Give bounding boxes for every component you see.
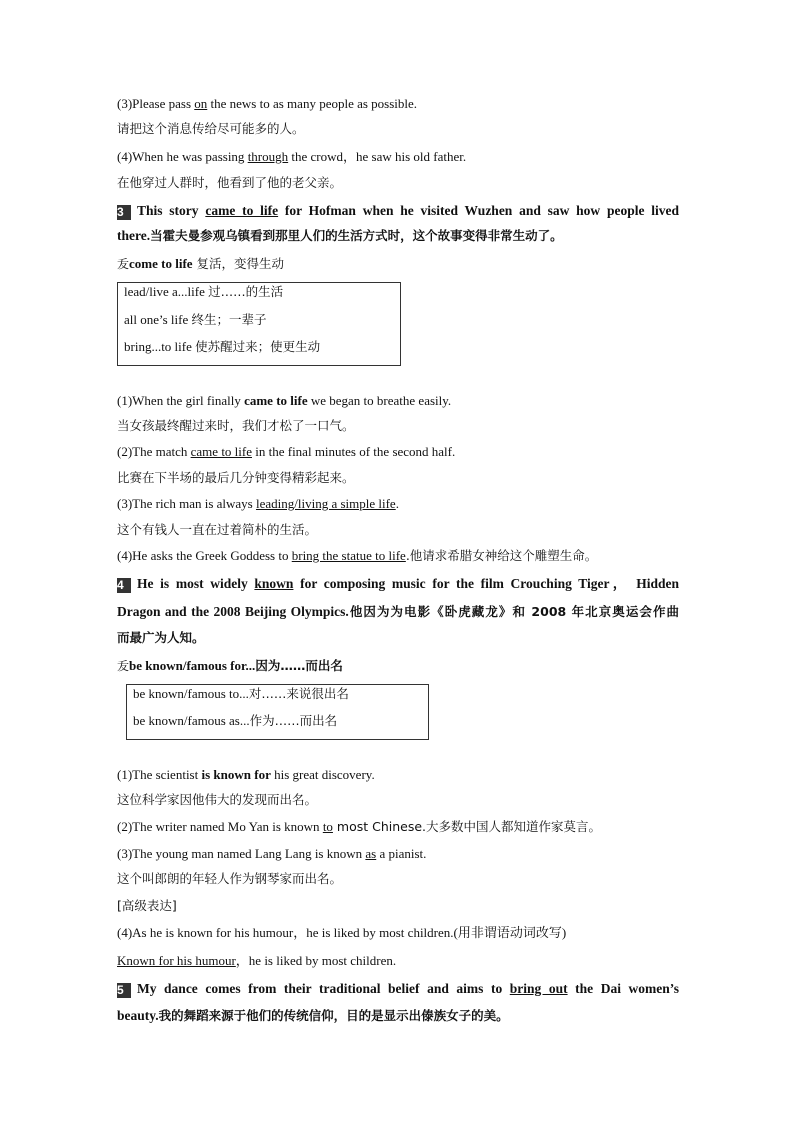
advanced-expression-label: [高级表达] [117, 898, 177, 913]
section-number: 3 [117, 205, 131, 220]
section-number: 5 [117, 983, 131, 998]
section-heading: 4 He is most widely known for composing music for the film Crouching Tiger， Hidden [117, 576, 679, 592]
example-sentence: (3)The young man named Lang Lang is known as a pianist. [117, 846, 427, 861]
example-translation: 在他穿过人群时，他看到了他的老父亲。 [117, 175, 343, 190]
phrase-box [117, 282, 401, 366]
example-sentence: (1)The scientist is known for his great discovery. [117, 767, 375, 782]
key-tag-icon: 叐 [117, 257, 130, 271]
example-translation: 这个有钱人一直在过着简朴的生活。 [117, 522, 318, 537]
phrase-item: bring...to life 使苏醒过来；使更生动 [124, 339, 321, 354]
rewrite-answer: Known for his humour，he is liked by most children. [117, 953, 397, 968]
example-translation: 这位科学家因他伟大的发现而出名。 [117, 792, 318, 807]
phrase-item: all one’s life 终生；一辈子 [124, 312, 267, 327]
section-heading-cont: 而最广为人知。 [117, 630, 205, 645]
section-heading: 5 My dance comes from their traditional belief and aims to bring out the Dai women’s [117, 981, 679, 997]
phrase-item: be known/famous as...作为……而出名 [133, 713, 338, 728]
section-heading-cont: there.当霍夫曼参观乌镇看到那里人们的生活方式时，这个故事变得非常生动了。 [117, 228, 563, 243]
example-translation: 这个叫郎朗的年轻人作为钢琴家而出名。 [117, 871, 343, 886]
keyword-line: 叐come to life 复活，变得生动 [117, 256, 285, 271]
example-sentence: (2)The match came to life in the final minutes of the second half. [117, 444, 456, 459]
example-sentence: (2)The writer named Mo Yan is known to most Chinese.大多数中国人都知道作家莫言。 [117, 819, 602, 834]
section-heading: 3 This story came to life for Hofman when he visited Wuzhen and saw how people lived [117, 203, 679, 219]
key-tag-icon: 叐 [117, 659, 130, 673]
keyword-line: 叐be known/famous for...因为……而出名 [117, 658, 343, 673]
example-sentence: (4)When he was passing through the crowd，he saw his old father. [117, 149, 467, 164]
example-translation: 比赛在下半场的最后几分钟变得精彩起来。 [117, 470, 355, 485]
example-sentence: (4)He asks the Greek Goddess to bring the statue to life.他请求希腊女神给这个雕塑生命。 [117, 548, 598, 563]
phrase-box [126, 684, 429, 740]
phrase-item: lead/live a...life 过……的生活 [124, 284, 284, 299]
example-translation: 当女孩最终醒过来时，我们才松了一口气。 [117, 418, 355, 433]
phrase-item: be known/famous to...对……来说很出名 [133, 686, 349, 701]
section-heading-cont: beauty.我的舞蹈来源于他们的传统信仰，目的是显示出傣族女子的美。 [117, 1008, 509, 1023]
example-sentence: (3)Please pass on the news to as many people as possible. [117, 96, 418, 111]
rewrite-question: (4)As he is known for his humour，he is liked by most children.(用非谓语动词改写) [117, 925, 567, 940]
example-translation: 请把这个消息传给尽可能多的人。 [117, 121, 305, 136]
section-heading-cont: Dragon and the 2008 Beijing Olympics.他因为为电影《卧虎藏龙》和 2008 年北京奥运会作曲 [117, 604, 679, 619]
section-number: 4 [117, 578, 131, 593]
example-sentence: (3)The rich man is always leading/living a simple life. [117, 496, 399, 511]
example-sentence: (1)When the girl finally came to life we began to breathe easily. [117, 393, 452, 408]
